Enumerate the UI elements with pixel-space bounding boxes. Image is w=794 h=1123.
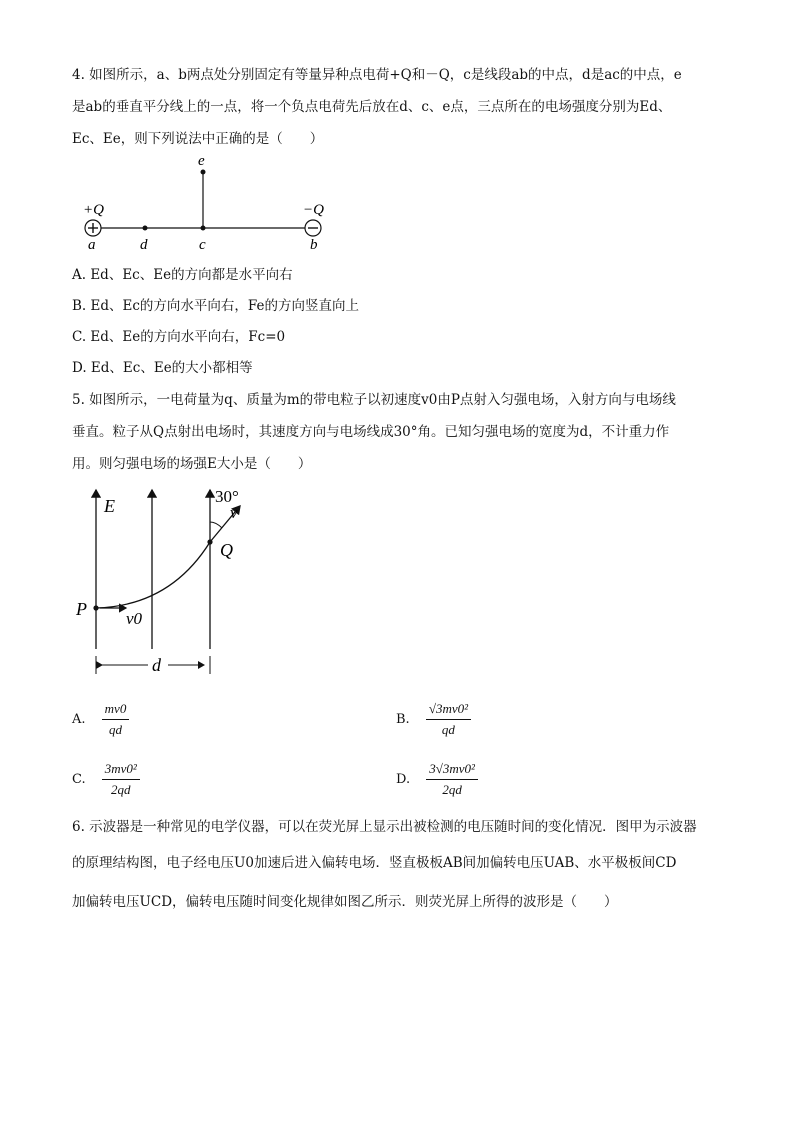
negative-charge-icon	[305, 220, 321, 236]
q5-line-1: 5. 如图所示，一电荷量为q、质量为m的带电粒子以初速度v0由P点射入匀强电场，入射方向与电场线	[72, 392, 676, 408]
option-fraction: $\frac{\text{3mv0²}}{2qd}$	[102, 760, 140, 799]
particle-trajectory	[96, 542, 210, 608]
q5-line-3: 用。则匀强电场的场强E大小是（ ）	[72, 456, 312, 472]
q5-field-figure	[70, 484, 270, 679]
q5-option-b[interactable]	[396, 700, 471, 739]
q5-option-a[interactable]	[72, 700, 129, 739]
label-v: v	[230, 503, 238, 522]
option-fraction: $\frac{mv0}{qd}$	[102, 700, 130, 739]
label-b: b	[310, 237, 318, 253]
q4-line-2: 是ab的垂直平分线上的一点，将一个负点电荷先后放在d、c、e点，三点所在的电场强度分别为Ed、	[72, 99, 672, 115]
q6-line-1: 6. 示波器是一种常见的电学仪器，可以在荧光屏上显示出被检测的电压随时间的变化情况．图甲为示波器	[72, 819, 697, 835]
q4-line-3: Ec、Ee，则下列说法中正确的是（ ）	[72, 131, 324, 147]
q4-option-c[interactable]: C. Ed、Ee的方向水平向右，Fc=0	[72, 329, 286, 345]
q5-line-2: 垂直。粒子从Q点射出电场时，其速度方向与电场线成30°角。已知匀强电场的宽度为d，不计重力作	[72, 424, 670, 440]
label-a: a	[88, 237, 96, 253]
label-e: e	[198, 153, 205, 169]
label-v0: v0	[126, 609, 143, 628]
q5-option-c[interactable]	[72, 760, 140, 799]
option-label: D.	[396, 772, 411, 787]
q4-option-d[interactable]: D. Ed、Ec、Ee的大小都相等	[72, 360, 253, 376]
point-d-dot	[143, 226, 148, 231]
option-label: B.	[396, 712, 410, 727]
option-label: C.	[72, 772, 86, 787]
q4-line-1: 4. 如图所示，a、b两点处分别固定有等量异种点电荷+Q和－Q，c是线段ab的中点，d是ac的中点，e	[72, 67, 682, 83]
label-P: P	[76, 599, 87, 619]
option-fraction: $\frac{\text{√3mv0²}}{qd}$	[426, 700, 471, 739]
q6-line-2: 的原理结构图，电子经电压U0加速后进入偏转电场．竖直极板AB间加偏转电压UAB、水平极板间CD	[72, 855, 677, 871]
point-c-dot	[201, 226, 206, 231]
label-E: E	[104, 496, 115, 516]
point-e-dot	[201, 170, 206, 175]
label-d: d	[152, 655, 161, 675]
option-label: A.	[72, 712, 86, 727]
label-30-degrees: 30°	[215, 487, 239, 506]
q5-option-d[interactable]	[396, 760, 478, 799]
option-fraction: $\frac{\text{3√3mv0²}}{2qd}$	[426, 760, 478, 799]
positive-charge-icon	[85, 220, 101, 236]
q4-charge-figure	[70, 152, 340, 256]
label-c: c	[199, 237, 206, 253]
q4-option-b[interactable]: B. Ed、Ec的方向水平向右，Fe的方向竖直向上	[72, 298, 360, 314]
q6-line-3: 加偏转电压UCD，偏转电压随时间变化规律如图乙所示．则荧光屏上所得的波形是（ ）	[72, 894, 618, 910]
label-minus-q: −Q	[303, 202, 324, 218]
label-d: d	[140, 237, 148, 253]
q4-option-a[interactable]: A. Ed、Ec、Ee的方向都是水平向右	[72, 267, 293, 283]
label-Q: Q	[220, 540, 233, 560]
label-plus-q: +Q	[83, 202, 104, 218]
